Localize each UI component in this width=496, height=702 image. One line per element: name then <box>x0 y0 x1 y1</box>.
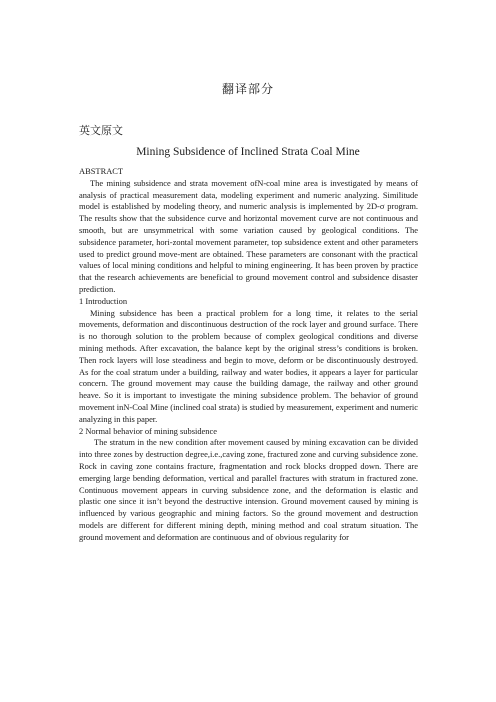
section-2-heading: 2 Normal behavior of mining subsidence <box>79 425 218 436</box>
abstract-paragraph: The mining subsidence and strata movement ofN-coal mine area is investigated by means of analysis of practical measurement data, modeling experiment and numeric analyzing. Similitude model is established by modeling theory, and numeric analysis is implemented by 2D-σ program. The results show that the subsidence curve and horizontal movement curve are not continuous and smooth, but are unsymmetrical with some variation caused by geological conditions. The subsidence parameter, hori-zontal movement parameter, top subsidence extent and other parameters used to predict ground move-ment are obtained. These parameters are consonant with the practical values of local mining conditions and helpful to mining engineering. It has been proven by practice that the research achievements are beneficial to ground movement control and subsidence disaster prediction. <box>79 177 418 294</box>
original-text-label: 英文原文 <box>79 124 123 137</box>
document-body <box>79 166 418 544</box>
section-1-paragraph: Mining subsidence has been a practical problem for a long time, it relates to the serial movements, deformation and discontinuous destruction of the rock layer and ground surface. There is no thorough solution to the problem because of complex geological conditions and diverse mining methods. After excavation, the balance kept by the original stress’s conditions is broken. Then rock layers will lose steadiness and begin to move, deform or be discontinuously destroyed. As for the coal stratum under a building, railway and water bodies, it appears a layer for particular concern. The ground movement may cause the building damage, the railway and other ground heave. So it is important to investigate the mining subsidence problem. The behavior of ground movement inN-Coal Mine (inclined coal strata) is studied by measurement, experiment and numeric analyzing in this paper. <box>79 307 418 424</box>
section-1-heading: 1 Introduction <box>79 295 128 306</box>
abstract-heading: ABSTRACT <box>79 166 124 176</box>
translation-section-heading: 翻译部分 <box>221 82 274 96</box>
paper-title: Mining Subsidence of Inclined Strata Coal Mine <box>136 146 360 158</box>
section-2-paragraph: The stratum in the new condition after movement caused by mining excavation can be divided into three zones by destruction degree,i.e.,caving zone, fractured zone and curving subsidence zone. Rock in caving zone contains fracture, fragmentation and rock blocks dropped down. There are emerging large bending deformation, vertical and parallel fractures with stratum in fractured zone. Continuous movement appears in curving subsidence zone, and the deformation is elastic and plastic one since it isn’t beyond the destructive intension. Ground movement caused by mining is influenced by various geographic and mining factors. So the ground movement and destruction models are different for different mining depth, mining method and coal stratum situation. The ground movement and deformation are continuous and of obvious regularity for <box>79 437 418 542</box>
